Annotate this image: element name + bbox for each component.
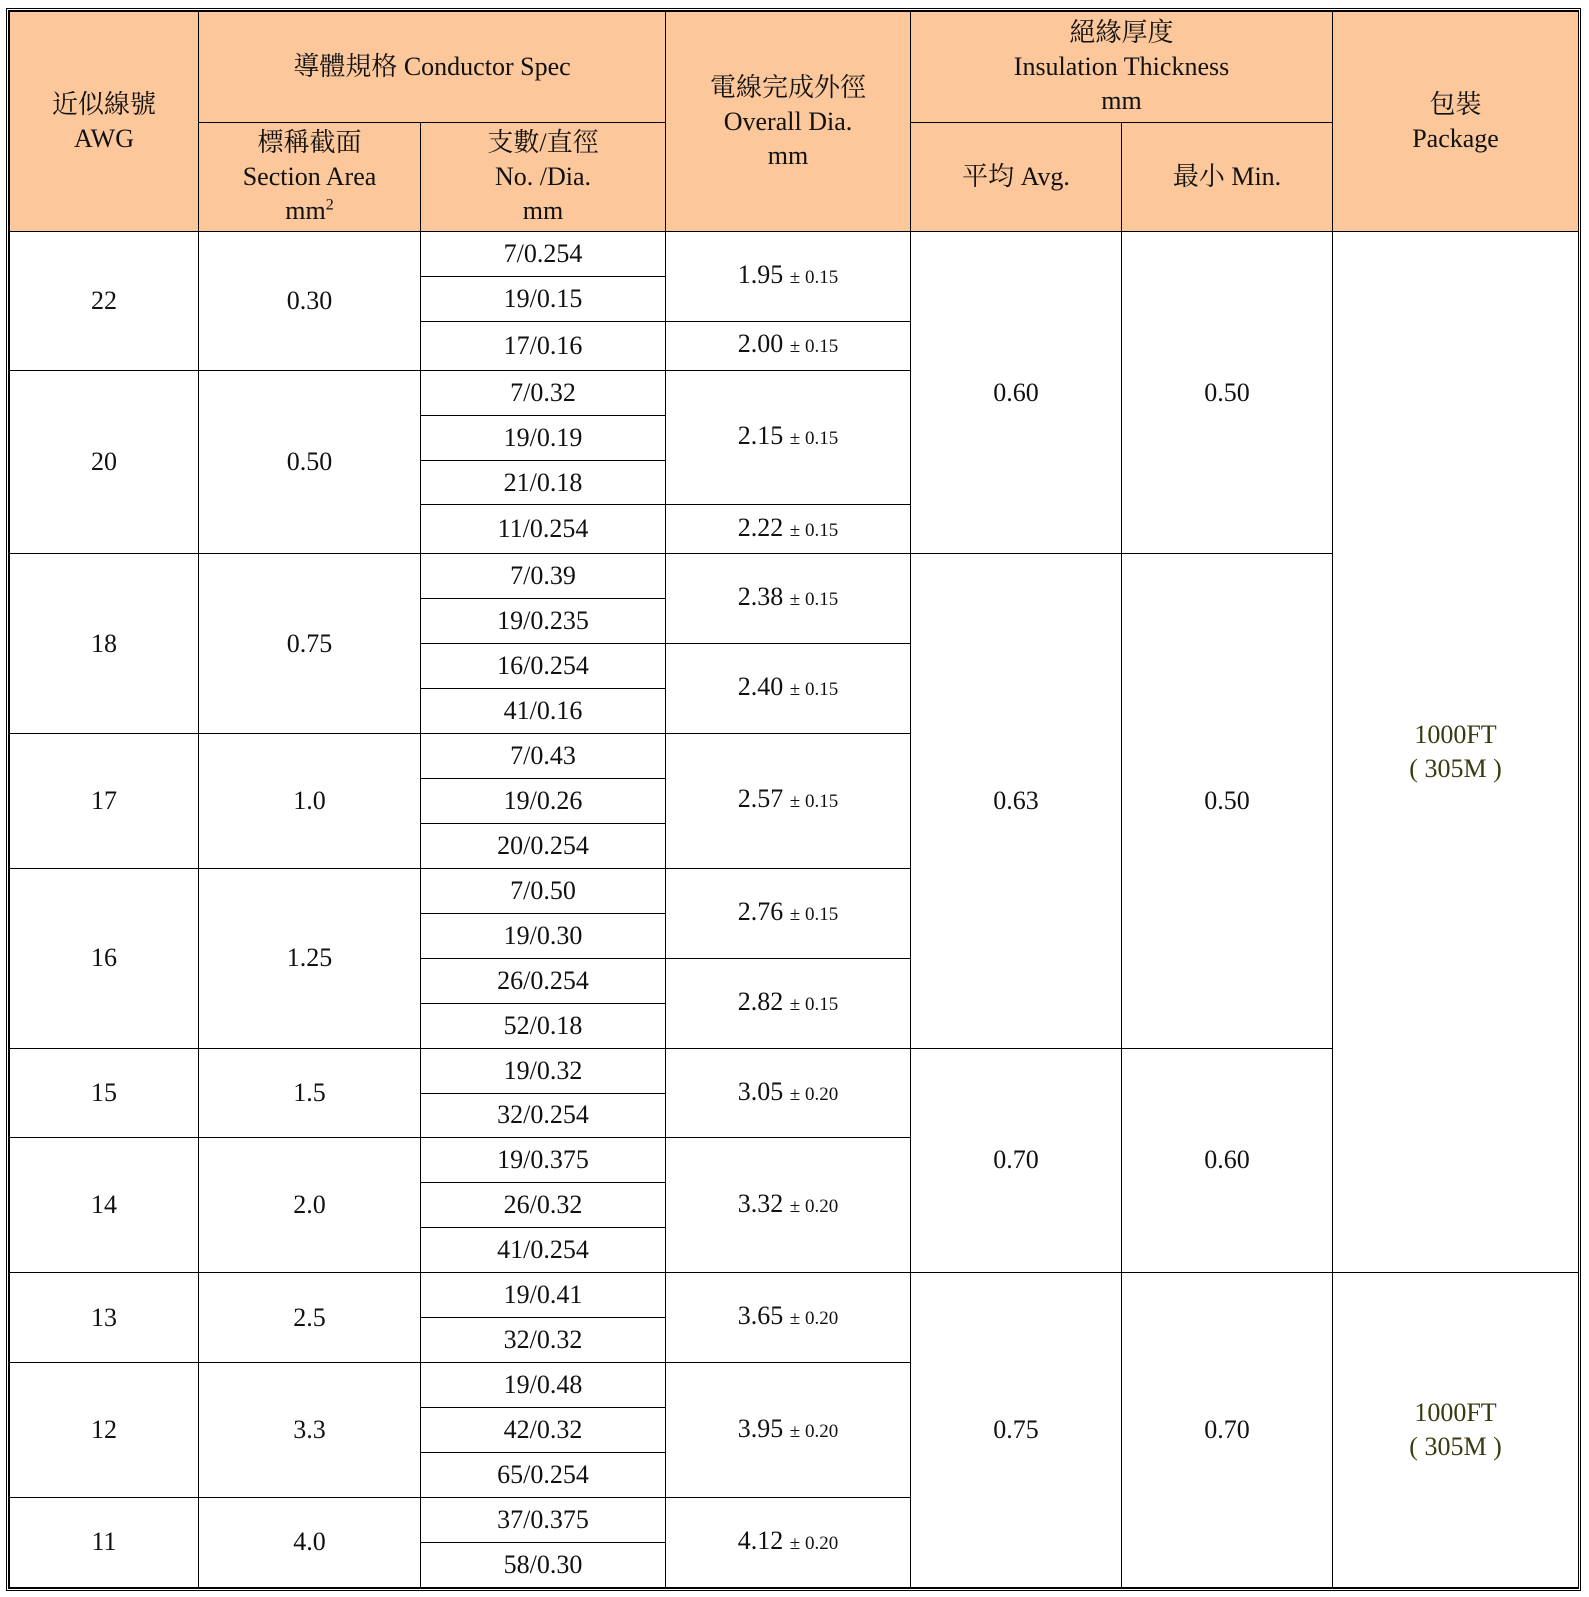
overall-dia-cell: 3.65 ± 0.20 bbox=[666, 1273, 911, 1363]
section-area-cell: 1.5 bbox=[199, 1048, 421, 1138]
header-insulation-min: 最小 Min. bbox=[1122, 123, 1333, 232]
strand-cell: 26/0.32 bbox=[421, 1183, 666, 1228]
package-cell: 1000FT ( 305M ) bbox=[1333, 1273, 1579, 1588]
strand-cell: 41/0.16 bbox=[421, 689, 666, 734]
insulation-min-cell: 0.50 bbox=[1122, 232, 1333, 554]
section-area-cell: 0.30 bbox=[199, 232, 421, 371]
insulation-avg-cell: 0.75 bbox=[911, 1273, 1122, 1588]
overall-dia-cell: 2.82 ± 0.15 bbox=[666, 958, 911, 1048]
awg-cell: 14 bbox=[10, 1138, 199, 1273]
section-area-cell: 0.75 bbox=[199, 554, 421, 734]
awg-cell: 20 bbox=[10, 370, 199, 554]
strand-cell: 19/0.48 bbox=[421, 1363, 666, 1408]
strand-cell: 52/0.18 bbox=[421, 1003, 666, 1048]
strand-cell: 19/0.235 bbox=[421, 599, 666, 644]
awg-cell: 16 bbox=[10, 868, 199, 1048]
strand-cell: 19/0.30 bbox=[421, 913, 666, 958]
strand-cell: 7/0.254 bbox=[421, 232, 666, 277]
overall-dia-cell: 3.32 ± 0.20 bbox=[666, 1138, 911, 1273]
awg-cell: 17 bbox=[10, 734, 199, 869]
section-area-cell: 1.0 bbox=[199, 734, 421, 869]
overall-dia-cell: 1.95 ± 0.15 bbox=[666, 232, 911, 322]
strand-cell: 32/0.32 bbox=[421, 1318, 666, 1363]
strand-cell: 11/0.254 bbox=[421, 505, 666, 554]
overall-dia-cell: 2.57 ± 0.15 bbox=[666, 734, 911, 869]
strand-cell: 17/0.16 bbox=[421, 321, 666, 370]
strand-cell: 7/0.43 bbox=[421, 734, 666, 779]
insulation-avg-cell: 0.63 bbox=[911, 554, 1122, 1048]
strand-cell: 41/0.254 bbox=[421, 1228, 666, 1273]
overall-dia-cell: 4.12 ± 0.20 bbox=[666, 1497, 911, 1587]
strand-cell: 7/0.32 bbox=[421, 370, 666, 415]
overall-dia-cell: 3.95 ± 0.20 bbox=[666, 1363, 911, 1498]
strand-cell: 26/0.254 bbox=[421, 958, 666, 1003]
section-area-cell: 3.3 bbox=[199, 1363, 421, 1498]
table-row bbox=[10, 232, 1579, 277]
overall-dia-cell: 2.00 ± 0.15 bbox=[666, 321, 911, 370]
header-conductor-spec: 導體規格 Conductor Spec bbox=[199, 12, 666, 123]
header-package: 包裝 Package bbox=[1333, 12, 1579, 232]
strand-cell: 65/0.254 bbox=[421, 1453, 666, 1498]
header-section-area: 標稱截面 Section Area $mm^2$ bbox=[199, 123, 421, 232]
overall-dia-cell: 3.05 ± 0.20 bbox=[666, 1048, 911, 1138]
strand-cell: 32/0.254 bbox=[421, 1093, 666, 1138]
section-area-cell: 1.25 bbox=[199, 868, 421, 1048]
overall-dia-cell: 2.22 ± 0.15 bbox=[666, 505, 911, 554]
strand-cell: 7/0.39 bbox=[421, 554, 666, 599]
insulation-avg-cell: 0.70 bbox=[911, 1048, 1122, 1273]
strand-cell: 21/0.18 bbox=[421, 460, 666, 505]
awg-cell: 12 bbox=[10, 1363, 199, 1498]
insulation-avg-cell: 0.60 bbox=[911, 232, 1122, 554]
strand-cell: 20/0.254 bbox=[421, 823, 666, 868]
strand-cell: 7/0.50 bbox=[421, 868, 666, 913]
overall-dia-cell: 2.15 ± 0.15 bbox=[666, 370, 911, 505]
section-area-cell: 2.0 bbox=[199, 1138, 421, 1273]
strand-cell: 19/0.32 bbox=[421, 1048, 666, 1093]
overall-dia-cell: 2.38 ± 0.15 bbox=[666, 554, 911, 644]
header-insulation-thickness: 絕緣厚度 Insulation Thickness mm bbox=[911, 12, 1333, 123]
strand-cell: 19/0.26 bbox=[421, 778, 666, 823]
insulation-min-cell: 0.60 bbox=[1122, 1048, 1333, 1273]
table-body bbox=[10, 232, 1579, 1588]
strand-cell: 19/0.19 bbox=[421, 415, 666, 460]
strand-cell: 19/0.375 bbox=[421, 1138, 666, 1183]
strand-cell: 19/0.41 bbox=[421, 1273, 666, 1318]
strand-cell: 19/0.15 bbox=[421, 276, 666, 321]
strand-cell: 58/0.30 bbox=[421, 1542, 666, 1587]
awg-cell: 13 bbox=[10, 1273, 199, 1363]
strand-cell: 37/0.375 bbox=[421, 1497, 666, 1542]
overall-dia-cell: 2.40 ± 0.15 bbox=[666, 644, 911, 734]
strand-cell: 16/0.254 bbox=[421, 644, 666, 689]
table-row bbox=[10, 1273, 1579, 1318]
strand-cell: 42/0.32 bbox=[421, 1408, 666, 1453]
awg-cell: 18 bbox=[10, 554, 199, 734]
section-area-cell: 2.5 bbox=[199, 1273, 421, 1363]
wire-spec-table bbox=[9, 11, 1579, 1588]
overall-dia-cell: 2.76 ± 0.15 bbox=[666, 868, 911, 958]
section-area-cell: 0.50 bbox=[199, 370, 421, 554]
package-cell: 1000FT ( 305M ) bbox=[1333, 232, 1579, 1273]
awg-cell: 15 bbox=[10, 1048, 199, 1138]
header-insulation-avg: 平均 Avg. bbox=[911, 123, 1122, 232]
insulation-min-cell: 0.70 bbox=[1122, 1273, 1333, 1588]
header-overall-dia: 電線完成外徑 Overall Dia. mm bbox=[666, 12, 911, 232]
insulation-min-cell: 0.50 bbox=[1122, 554, 1333, 1048]
section-area-cell: 4.0 bbox=[199, 1497, 421, 1587]
awg-cell: 11 bbox=[10, 1497, 199, 1587]
awg-cell: 22 bbox=[10, 232, 199, 371]
header-awg: 近似線號 AWG bbox=[10, 12, 199, 232]
header-strand-dia: 支數/直徑 No. /Dia. mm bbox=[421, 123, 666, 232]
